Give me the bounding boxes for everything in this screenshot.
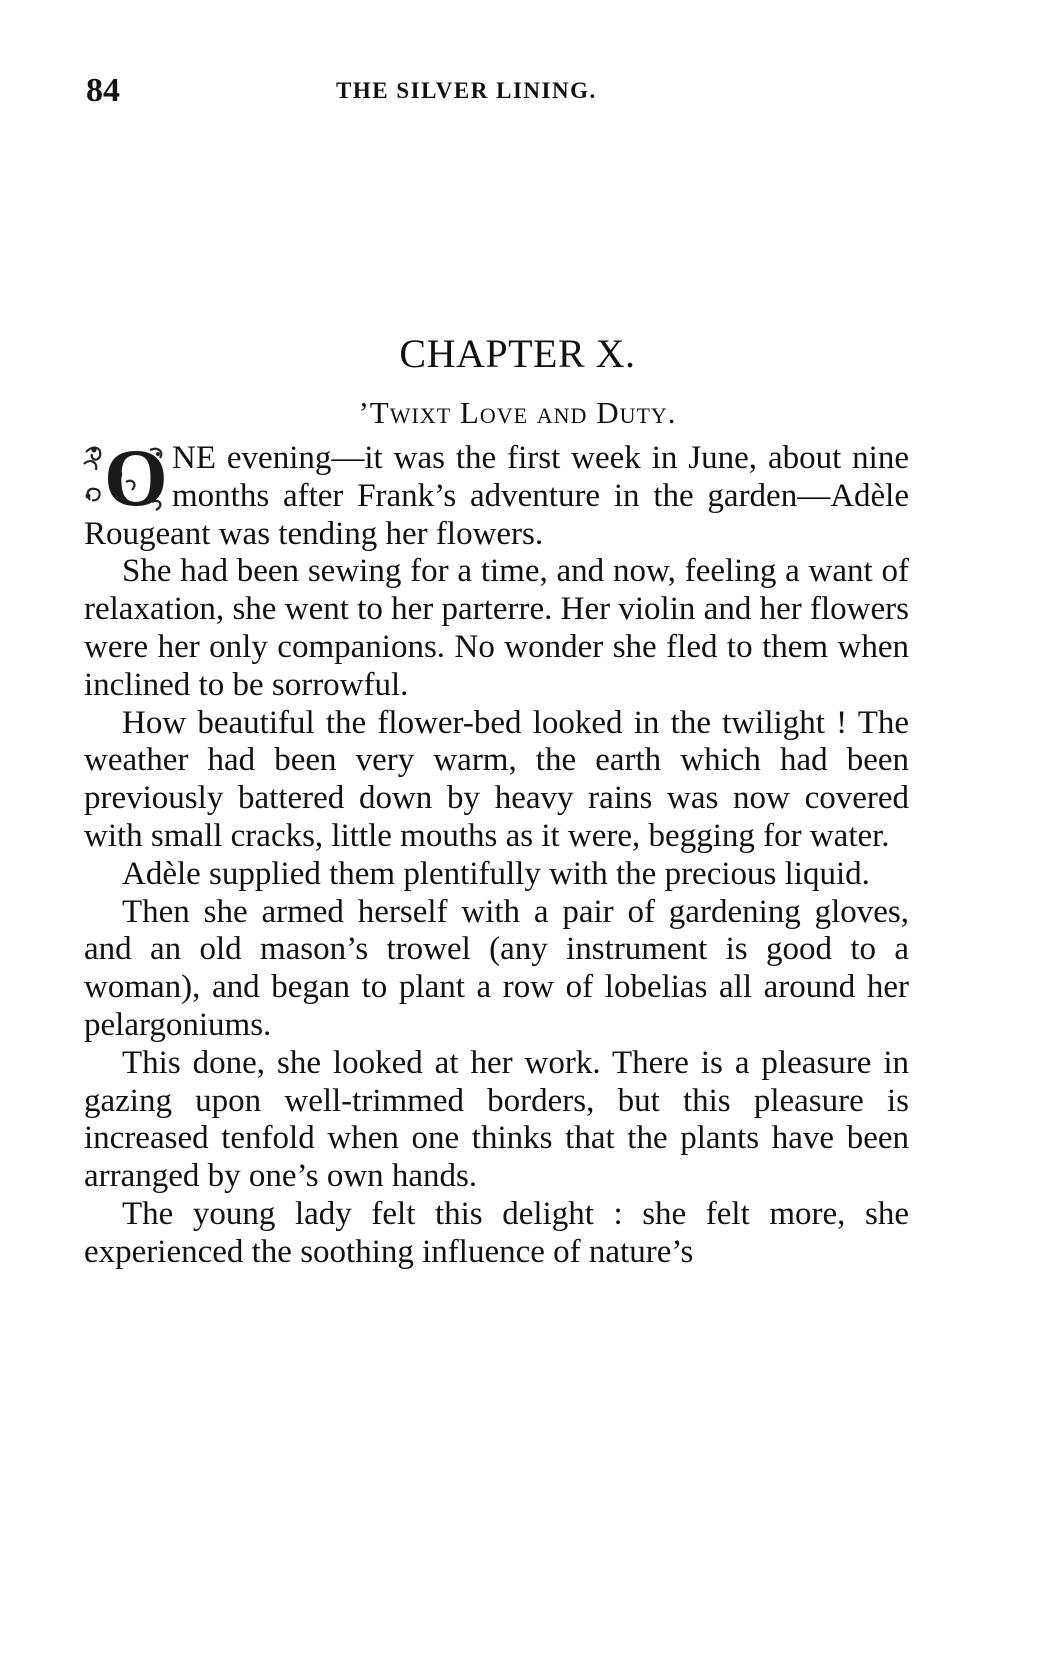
paragraph-3: How beautiful the flower-bed looked in the twilight ! The weather had been very warm, the earth which had been previously battered down by heavy rains was now covered with small cracks, little mouths as it were, begging for water.: [84, 704, 909, 854]
ornamental-dropcap: [80, 432, 168, 523]
paragraph-5: Then she armed herself with a pair of gardening gloves, and an old mason’s trowel (any instrument is good to a woman), and began to plant a row of lobelias all around her pelargoniums.: [84, 893, 909, 1043]
paragraph-2: She had been sewing for a time, and now, feeling a want of relaxation, she went to her parterre. Her violin and her flowers were her only companions. No wonder she fled to them when inclined to be sorrowful.: [84, 553, 909, 703]
page-number: 84: [86, 72, 120, 109]
body-text: [84, 432, 909, 1272]
dropcap-letter: O: [104, 432, 168, 523]
running-title: THE SILVER LINING.: [336, 78, 597, 103]
paragraph-1: [84, 432, 909, 553]
paragraph-6: This done, she looked at her work. There is a pleasure in gazing upon well-trimmed borders, but this pleasure is increased tenfold when one thinks that the plants have been arranged by one’s own hands.: [84, 1044, 909, 1195]
running-head: [86, 72, 956, 112]
chapter-heading-text: CHAPTER X.: [399, 331, 636, 376]
paragraph-1-text: NE evening—it was the first week in June, about nine months after Frank’s adventure in the garden—Adèle Rougeant was tending her flowers.: [84, 440, 909, 552]
chapter-subtitle: [0, 395, 1051, 431]
paragraph-7: The young lady felt this delight : she felt more, she experienced the soothing influence of nature’s: [84, 1195, 909, 1270]
chapter-subtitle-text: ’Twixt Love and Duty.: [358, 395, 677, 430]
paragraph-4: Adèle supplied them plentifully with the precious liquid.: [122, 855, 870, 892]
chapter-heading: [0, 330, 1051, 377]
